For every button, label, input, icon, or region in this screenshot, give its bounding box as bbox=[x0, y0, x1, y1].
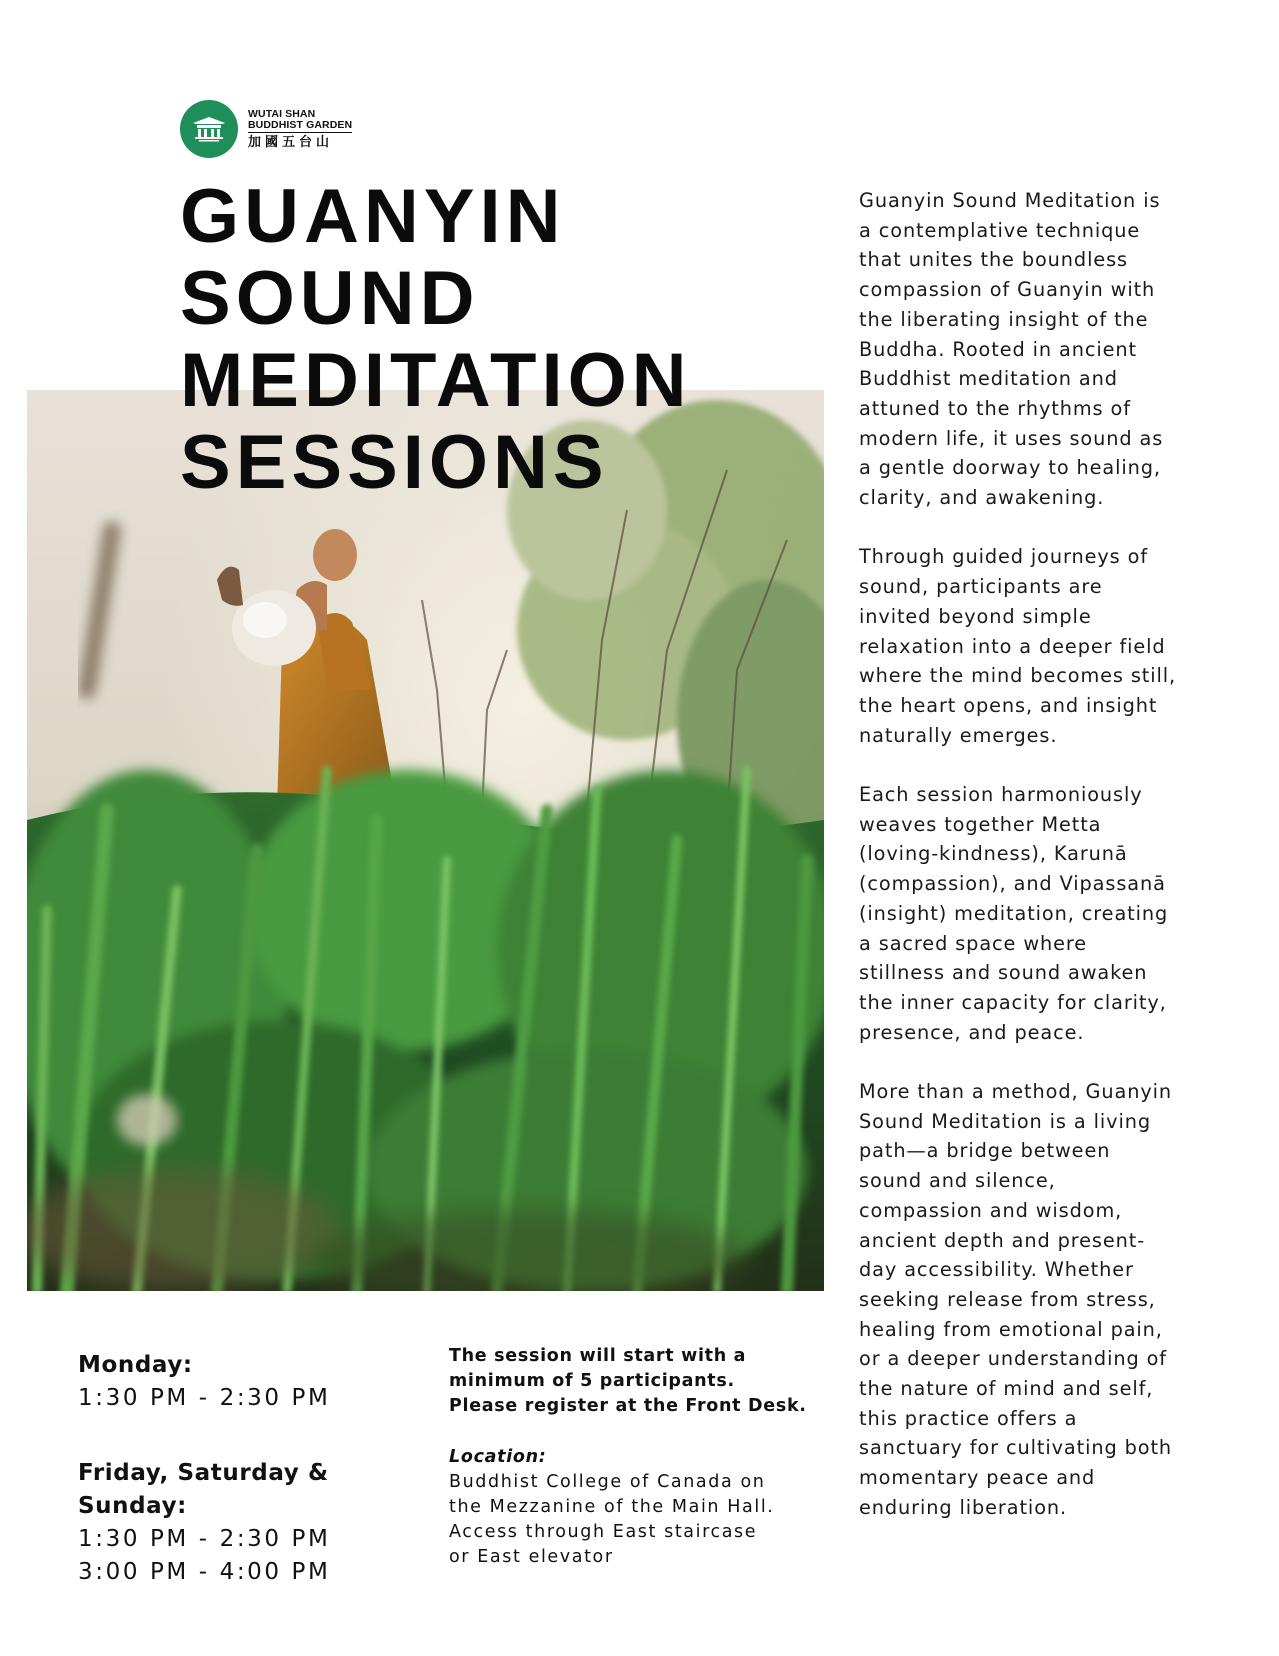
text-line: Buddha. Rooted in ancient bbox=[859, 337, 1137, 361]
text-line: that unites the boundless bbox=[859, 248, 1128, 272]
registration-note bbox=[449, 1344, 819, 1419]
schedule bbox=[78, 1349, 418, 1589]
schedule-monday bbox=[78, 1349, 418, 1415]
text-line: enduring liberation. bbox=[859, 1495, 1068, 1519]
note-line: The session will start with a bbox=[449, 1346, 747, 1366]
title-line: SESSIONS bbox=[180, 420, 609, 505]
time-slot: 1:30 PM - 2:30 PM bbox=[78, 1385, 331, 1411]
text-line: modern life, it uses sound as bbox=[859, 426, 1164, 450]
text-line: Sound Meditation is a living bbox=[859, 1109, 1151, 1133]
description-paragraph bbox=[859, 780, 1189, 1047]
text-line: the liberating insight of the bbox=[859, 307, 1149, 331]
text-line: Through guided journeys of bbox=[859, 545, 1149, 569]
schedule-weekend bbox=[78, 1457, 418, 1589]
location-line: the Mezzanine of the Main Hall. bbox=[449, 1497, 775, 1517]
note-line: minimum of 5 participants. bbox=[449, 1371, 735, 1391]
text-line: healing from emotional pain, bbox=[859, 1317, 1163, 1341]
text-line: clarity, and awakening. bbox=[859, 486, 1105, 510]
text-line: a contemplative technique bbox=[859, 218, 1141, 242]
text-line: or a deeper understanding of bbox=[859, 1347, 1167, 1371]
text-line: the inner capacity for clarity, bbox=[859, 990, 1167, 1014]
time-slot: 3:00 PM - 4:00 PM bbox=[78, 1559, 331, 1585]
location-line: or East elevator bbox=[449, 1547, 614, 1567]
location-heading: Location: bbox=[449, 1447, 547, 1467]
text-line: presence, and peace. bbox=[859, 1020, 1085, 1044]
text-line: (insight) meditation, creating bbox=[859, 901, 1169, 925]
text-line: day accessibility. Whether bbox=[859, 1258, 1134, 1282]
description-paragraph bbox=[859, 186, 1189, 513]
text-line: (loving-kindness), Karunā bbox=[859, 842, 1128, 866]
text-line: sound, participants are bbox=[859, 575, 1103, 599]
temple-icon bbox=[180, 100, 238, 158]
hero-photo bbox=[27, 390, 824, 1291]
text-line: naturally emerges. bbox=[859, 723, 1058, 747]
title-line: GUANYIN bbox=[180, 174, 566, 259]
text-line: where the mind becomes still, bbox=[859, 664, 1177, 688]
day-label: Sunday: bbox=[78, 1493, 187, 1519]
text-line: compassion and wisdom, bbox=[859, 1198, 1123, 1222]
text-line: attuned to the rhythms of bbox=[859, 396, 1131, 420]
text-line: Buddhist meditation and bbox=[859, 367, 1118, 391]
description-paragraph bbox=[859, 1077, 1189, 1523]
text-line: seeking release from stress, bbox=[859, 1287, 1156, 1311]
text-line: weaves together Metta bbox=[859, 812, 1102, 836]
text-line: this practice offers a bbox=[859, 1406, 1078, 1430]
registration-notes bbox=[449, 1344, 819, 1570]
text-line: a sacred space where bbox=[859, 931, 1088, 955]
text-line: a gentle doorway to healing, bbox=[859, 456, 1161, 480]
text-line: sound and silence, bbox=[859, 1169, 1056, 1193]
page-title bbox=[180, 176, 692, 504]
logo-wordmark bbox=[248, 109, 352, 149]
text-line: Guanyin Sound Meditation is bbox=[859, 189, 1161, 212]
logo-chinese-name: 加國五台山 bbox=[248, 135, 334, 150]
text-line: stillness and sound awaken bbox=[859, 961, 1148, 985]
text-line: Each session harmoniously bbox=[859, 783, 1143, 807]
text-line: sanctuary for cultivating both bbox=[859, 1436, 1173, 1460]
time-slot: 1:30 PM - 2:30 PM bbox=[78, 1526, 331, 1552]
location-details bbox=[449, 1470, 819, 1570]
title-line: MEDITATION bbox=[180, 338, 692, 423]
text-line: compassion of Guanyin with bbox=[859, 278, 1156, 302]
text-line: path—a bridge between bbox=[859, 1139, 1111, 1163]
location-line: Buddhist College of Canada on bbox=[449, 1472, 766, 1492]
day-label: Friday, Saturday & bbox=[78, 1460, 329, 1486]
location-line: Access through East staircase bbox=[449, 1522, 758, 1542]
description-paragraph bbox=[859, 542, 1189, 750]
note-line: Please register at the Front Desk. bbox=[449, 1396, 807, 1416]
logo-line1: WUTAI SHAN bbox=[248, 108, 316, 120]
text-line: ancient depth and present- bbox=[859, 1228, 1146, 1252]
description bbox=[859, 186, 1189, 1552]
text-line: invited beyond simple bbox=[859, 604, 1092, 628]
text-line: More than a method, Guanyin bbox=[859, 1080, 1173, 1104]
text-line: (compassion), and Vipassanā bbox=[859, 872, 1166, 896]
day-label: Monday: bbox=[78, 1352, 193, 1378]
text-line: momentary peace and bbox=[859, 1466, 1096, 1490]
text-line: the heart opens, and insight bbox=[859, 693, 1158, 717]
logo bbox=[180, 100, 352, 158]
title-line: SOUND bbox=[180, 256, 480, 341]
text-line: relaxation into a deeper field bbox=[859, 634, 1166, 658]
text-line: the nature of mind and self, bbox=[859, 1377, 1154, 1401]
logo-line2: BUDDHIST GARDEN bbox=[248, 120, 352, 134]
